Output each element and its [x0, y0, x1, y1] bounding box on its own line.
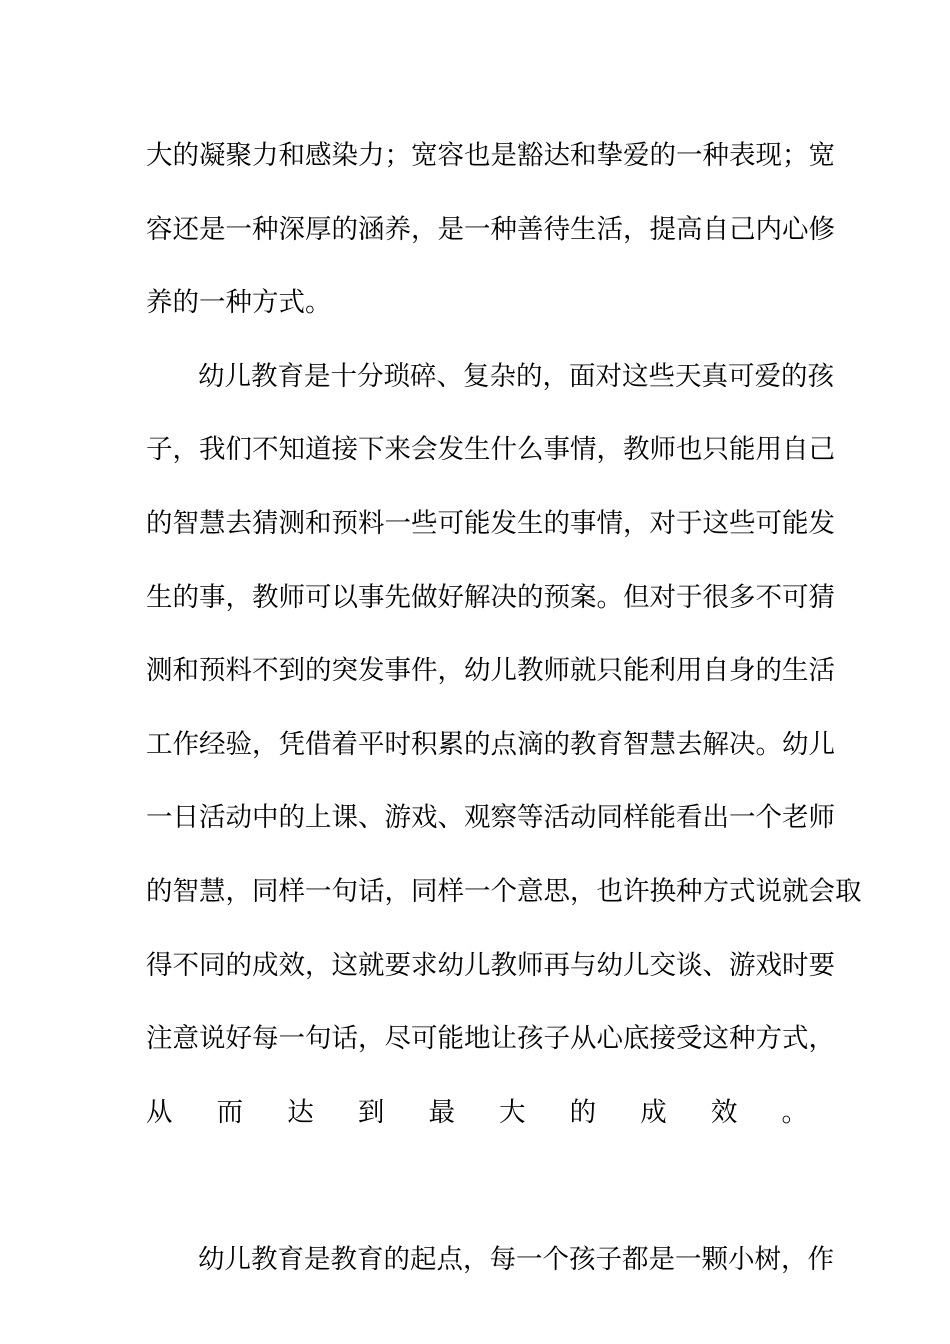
text-line	[146, 1160, 808, 1234]
text-line: 幼儿教育是教育的起点，每一个孩子都是一颗小树，作	[198, 1243, 834, 1275]
text-line: 得不同的成效，这就要求幼儿教师再与幼儿交谈、游戏时要	[146, 949, 835, 981]
text-line: 注意说好每一句话，尽可能地让孩子从心底接受这种方式，	[146, 1023, 835, 1055]
text-line: 生的事，教师可以事先做好解决的预案。但对于很多不可猜	[146, 581, 835, 613]
text-line: 从而达到最大的成效。	[146, 1096, 808, 1128]
text-line: 的智慧去猜测和预料一些可能发生的事情，对于这些可能发	[146, 507, 835, 539]
text-line: 养的一种方式。	[146, 287, 332, 319]
paragraph	[146, 351, 862, 1234]
text-line: 容还是一种深厚的涵养，是一种善待生活，提高自己内心修	[146, 213, 835, 245]
text-line: 的智慧，同样一句话，同样一个意思，也许换种方式说就会取	[146, 875, 862, 907]
text-line: 测和预料不到的突发事件，幼儿教师就只能利用自身的生活	[146, 655, 835, 687]
text-line: 幼儿教育是十分琐碎、复杂的，面对这些天真可爱的孩	[198, 360, 834, 392]
text-line: 大的凝聚力和感染力；宽容也是豁达和挚爱的一种表现；宽	[146, 140, 835, 171]
text-line: 工作经验，凭借着平时积累的点滴的教育智慧去解决。幼儿	[146, 728, 835, 760]
text-line: 一日活动中的上课、游戏、观察等活动同样能看出一个老师	[146, 802, 835, 834]
paragraph	[146, 1234, 834, 1308]
text-line: 子，我们不知道接下来会发生什么事情，教师也只能用自己	[146, 434, 835, 466]
document-body	[146, 130, 862, 1308]
paragraph	[146, 130, 835, 351]
